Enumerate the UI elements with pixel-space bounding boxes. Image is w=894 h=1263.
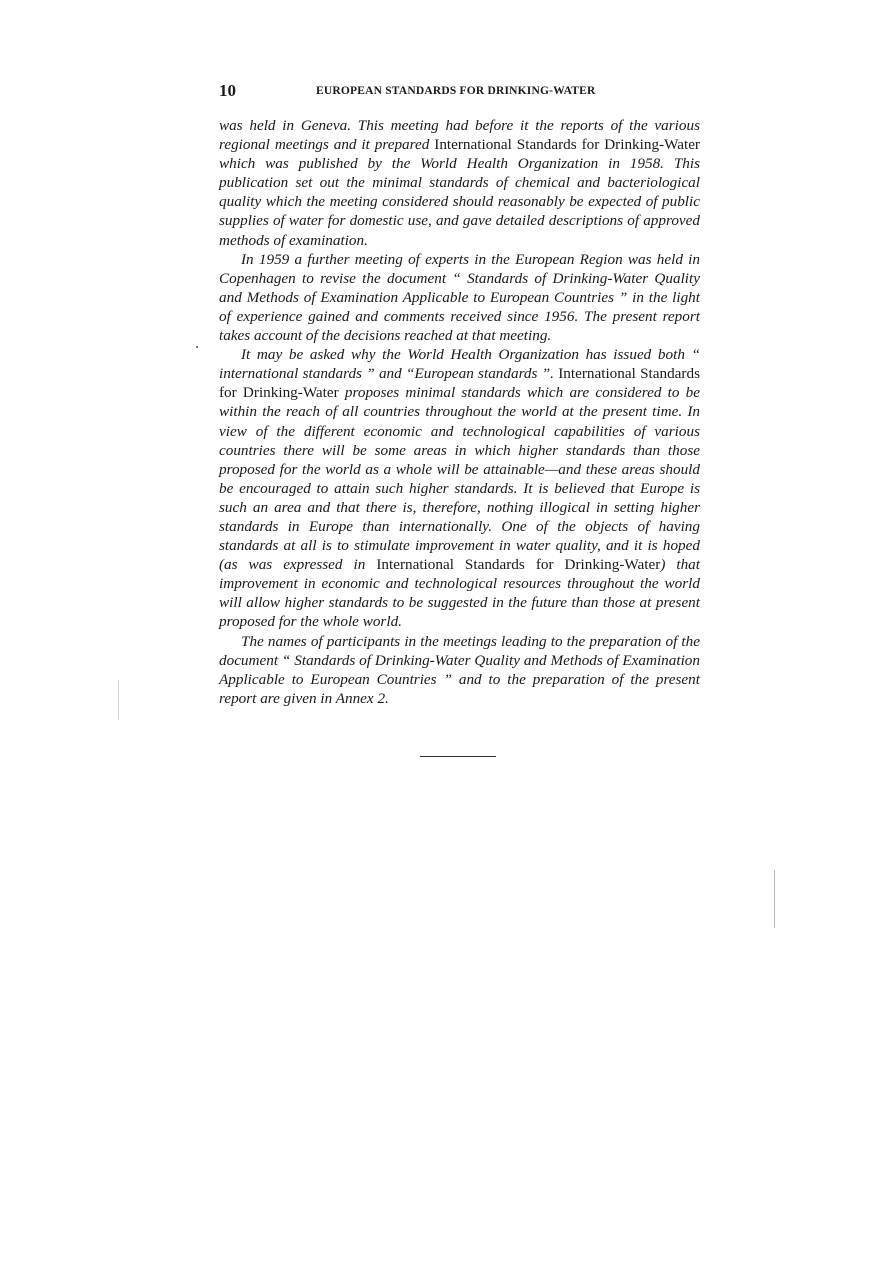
scan-mark: [118, 680, 119, 720]
publication-title: International Standards for Drinking-Water: [219, 365, 700, 402]
scan-mark: [196, 346, 198, 348]
paragraph-4: The names of participants in the meetings leading to the preparation of the document “ Standards of Drinking-Water Quality and Methods of Examination Applicable to European Countries ” and to the preparation of the present report are given in Annex 2.: [219, 632, 700, 707]
paragraph-3: [219, 345, 700, 631]
paragraph-1-text-b: which was published by the World Health Organization in 1958. This publication set out the minimal standards of chemical and bacteriological quality which the meeting considered should reasonably be expected of public supplies of water for domestic use, and gave detailed descriptions of approved methods of examination.: [219, 155, 700, 249]
paragraph-3-text-a: It may be asked why the World Health Organization has issued both “ international standards ” and “European standards ”.: [219, 346, 700, 383]
publication-title: International Standards for Drinking-Water: [376, 556, 661, 574]
paragraph-1: [219, 116, 700, 250]
running-title: EUROPEAN STANDARDS FOR DRINKING-WATER: [316, 85, 596, 97]
paragraph-3-text-b: proposes minimal standards which are considered to be within the reach of all countries throughout the world at the present time. In view of the different economic and technological capabilities of various countries there will be some areas in which higher standards than those proposed for the world as a whole will be attainable—and these areas should be encouraged to attain such higher standards. It is believed that Europe is such an area and that there is, therefore, nothing illogical in setting higher standards in Europe than internationally. One of the objects of having standards at all is to stimulate improvement in water quality, and it is hoped (as was expressed in: [219, 384, 701, 574]
publication-title: International Standards for Drinking-Water: [434, 136, 700, 154]
page-header: [219, 80, 700, 102]
paragraph-3-text-c: ) that improvement in economic and technological resources throughout the world will allow higher standards to be suggested in the future than those at present proposed for the whole world.: [219, 556, 700, 631]
body-text: [219, 116, 700, 708]
paragraph-2: In 1959 a further meeting of experts in the European Region was held in Copenhagen to revise the document “ Standards of Drinking-Water Quality and Methods of Examination Applicable to European Countries ” in the light of experience gained and comments received since 1956. The present report takes account of the decisions reached at that meeting.: [219, 250, 700, 345]
scan-mark: [774, 870, 775, 928]
page-number: 10: [219, 81, 236, 100]
paragraph-1-text-a: was held in Geneva. This meeting had before it the reports of the various regional meetings and it prepared: [219, 117, 700, 154]
end-rule: [420, 756, 496, 757]
